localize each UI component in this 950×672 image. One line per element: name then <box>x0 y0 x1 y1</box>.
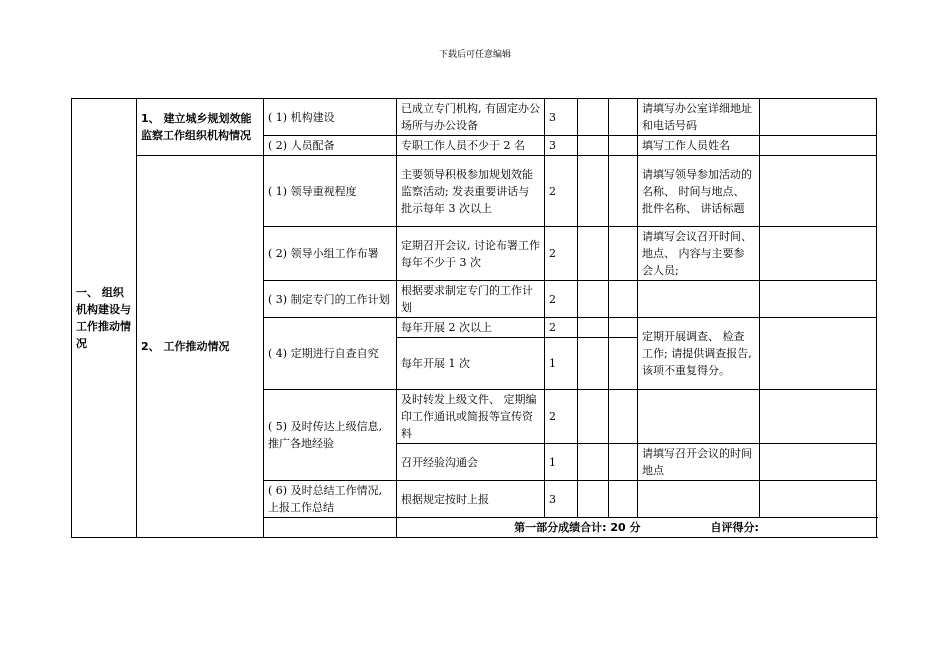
blank-cell <box>578 318 609 338</box>
score-cell: 1 <box>545 338 578 390</box>
score-cell: 3 <box>545 136 578 156</box>
blank-cell <box>578 156 609 227</box>
blank-cell <box>638 481 760 518</box>
blank-cell <box>609 318 638 338</box>
blank-cell <box>609 136 638 156</box>
item-cell: ( 1) 领导重视程度 <box>264 156 397 227</box>
standard-cell: 根据要求制定专门的工作计划 <box>397 281 545 318</box>
blank-cell <box>609 390 638 444</box>
total-label: 第一部分成绩合计: 20 分 <box>514 521 641 534</box>
blank-cell <box>760 444 877 481</box>
item-cell: ( 2) 人员配备 <box>264 136 397 156</box>
note-cell: 填写工作人员姓名 <box>638 136 760 156</box>
blank-cell <box>609 156 638 227</box>
blank-cell <box>578 281 609 318</box>
score-cell: 3 <box>545 481 578 518</box>
blank-cell <box>760 318 877 390</box>
blank-cell <box>578 338 609 390</box>
item-cell: ( 3) 制定专门的工作计划 <box>264 281 397 318</box>
blank-cell <box>760 281 877 318</box>
blank-cell <box>578 136 609 156</box>
total-cell <box>397 518 877 538</box>
blank-cell <box>638 281 760 318</box>
note-cell: 请填写办公室详细地址和电话号码 <box>638 99 760 136</box>
item-cell: ( 5) 及时传达上级信息, 推广各地经验 <box>264 390 397 481</box>
item-cell: ( 6) 及时总结工作情况, 上报工作总结 <box>264 481 397 518</box>
note-cell: 定期开展调查、 检查工作; 请提供调查报告, 该项不重复得分。 <box>638 318 760 390</box>
blank-cell <box>638 390 760 444</box>
blank-cell <box>578 444 609 481</box>
score-cell: 2 <box>545 390 578 444</box>
standard-cell: 及时转发上级文件、 定期编印工作通讯或简报等宣传资料 <box>397 390 545 444</box>
table-row <box>72 99 877 136</box>
standard-cell: 定期召开会议, 讨论布署工作每年不少于 3 次 <box>397 227 545 281</box>
table-row <box>72 156 877 227</box>
standard-cell: 主要领导积极参加规划效能监察活动; 发表重要讲话与批示每年 3 次以上 <box>397 156 545 227</box>
standard-cell: 专职工作人员不少于 2 名 <box>397 136 545 156</box>
note-cell: 请填写会议召开时间、 地点、 内容与主要参会人员; <box>638 227 760 281</box>
blank-cell <box>578 390 609 444</box>
score-cell: 2 <box>545 281 578 318</box>
score-cell: 2 <box>545 156 578 227</box>
score-cell: 2 <box>545 227 578 281</box>
blank-cell <box>264 518 397 538</box>
evaluation-table <box>71 98 877 538</box>
item-cell: ( 4) 定期进行自查自究 <box>264 318 397 390</box>
blank-cell <box>578 227 609 281</box>
note-cell: 请填写召开会议的时间地点 <box>638 444 760 481</box>
blank-cell <box>609 227 638 281</box>
standard-cell: 每年开展 2 次以上 <box>397 318 545 338</box>
header-note: 下载后可任意编辑 <box>438 50 511 60</box>
blank-cell <box>609 444 638 481</box>
blank-cell <box>578 481 609 518</box>
section-title-1: 1、 建立城乡规划效能监察工作组织机构情况 <box>137 99 264 156</box>
item-cell: ( 2) 领导小组工作布署 <box>264 227 397 281</box>
blank-cell <box>760 99 877 136</box>
item-cell: ( 1) 机构建设 <box>264 99 397 136</box>
blank-cell <box>609 338 638 390</box>
standard-cell: 根据规定按时上报 <box>397 481 545 518</box>
category-cell: 一、 组织机构建设与工作推动情况 <box>72 99 137 538</box>
score-cell: 1 <box>545 444 578 481</box>
blank-cell <box>760 227 877 281</box>
score-cell: 3 <box>545 99 578 136</box>
blank-cell <box>609 99 638 136</box>
standard-cell: 每年开展 1 次 <box>397 338 545 390</box>
standard-cell: 已成立专门机构, 有固定办公场所与办公设备 <box>397 99 545 136</box>
blank-cell <box>609 281 638 318</box>
blank-cell <box>760 481 877 518</box>
note-cell: 请填写领导参加活动的名称、 时间与地点、 批件名称、 讲话标题 <box>638 156 760 227</box>
section-title-2: 2、 工作推动情况 <box>137 156 264 538</box>
blank-cell <box>760 136 877 156</box>
standard-cell: 召开经验沟通会 <box>397 444 545 481</box>
blank-cell <box>578 99 609 136</box>
self-score-label: 自评得分: <box>710 521 759 534</box>
blank-cell <box>609 481 638 518</box>
blank-cell <box>760 156 877 227</box>
score-cell: 2 <box>545 318 578 338</box>
blank-cell <box>760 390 877 444</box>
